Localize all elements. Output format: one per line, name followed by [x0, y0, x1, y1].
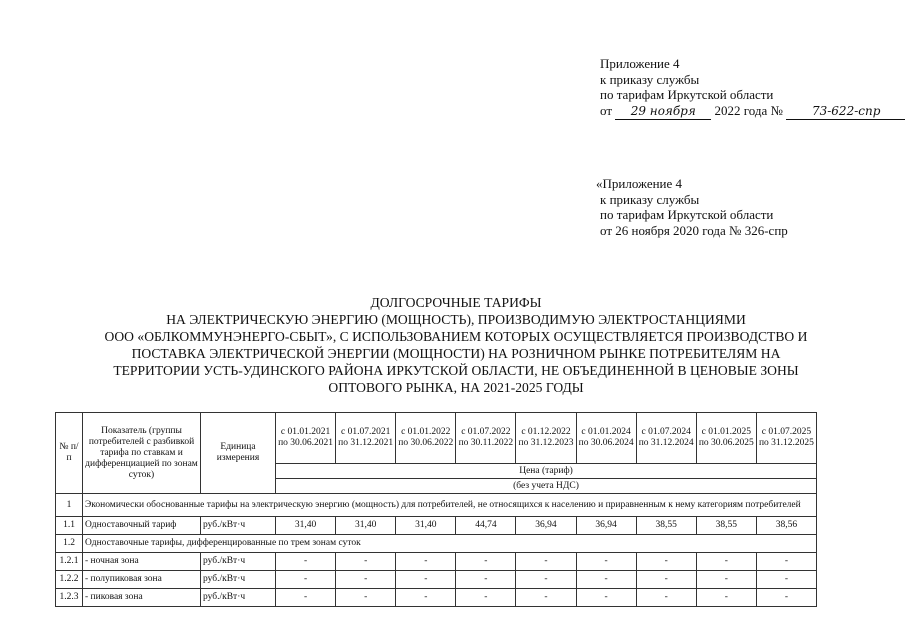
value-cell: -: [276, 589, 336, 607]
title-line: ОПТОВОГО РЫНКА, НА 2021-2025 ГОДЫ: [328, 380, 584, 395]
value-cell: -: [396, 571, 456, 589]
value-cell: 31,40: [396, 517, 456, 535]
header-vat: (без учета НДС): [276, 479, 817, 494]
table-row-section-1: [56, 494, 817, 517]
value-cell: -: [396, 589, 456, 607]
appendix-agency-line: по тарифам Иркутской области: [600, 87, 774, 102]
old-appendix-date-line: от 26 ноября 2020 года № 326-спр: [600, 222, 788, 238]
handwritten-date: 29 ноября: [615, 104, 711, 121]
header-period: с 01.07.2021 по 31.12.2021: [336, 413, 396, 464]
old-appendix-order-line: к приказу службы: [600, 191, 700, 207]
value-cell: -: [336, 589, 396, 607]
row-num: 1.1: [56, 517, 83, 535]
row-name: - полупиковая зона: [83, 571, 201, 589]
row-name: - пиковая зона: [83, 589, 201, 607]
row-num: 1.2.1: [56, 553, 83, 571]
value-cell: 36,94: [516, 517, 576, 535]
date-prefix: от: [600, 102, 613, 118]
value-cell: 31,40: [336, 517, 396, 535]
value-cell: -: [396, 553, 456, 571]
value-cell: -: [576, 553, 636, 571]
value-cell: -: [456, 571, 516, 589]
value-cell: -: [516, 553, 576, 571]
header-period: с 01.01.2024 по 30.06.2024: [576, 413, 636, 464]
title-line: ДОЛГОСРОЧНЫЕ ТАРИФЫ: [370, 295, 542, 310]
value-cell: -: [456, 589, 516, 607]
table-header-row: [56, 413, 817, 464]
row-unit: руб./кВт·ч: [201, 553, 276, 571]
header-price: Цена (тариф): [276, 464, 817, 479]
value-cell: 38,55: [636, 517, 696, 535]
appendix-date-line: [600, 103, 905, 121]
appendix-title: Приложение 4: [600, 56, 680, 71]
handwritten-order-number: 73-622-спр: [786, 104, 905, 121]
value-cell: 38,56: [756, 517, 816, 535]
value-cell: -: [696, 553, 756, 571]
table-row: [56, 553, 817, 571]
table-row: [56, 589, 817, 607]
header-unit: Единица измерения: [201, 413, 276, 494]
value-cell: -: [276, 571, 336, 589]
value-cell: -: [636, 589, 696, 607]
header-period: с 01.01.2022 по 30.06.2022: [396, 413, 456, 464]
appendix-header-old: [596, 176, 788, 238]
header-num: № п/п: [56, 413, 83, 494]
value-cell: 38,55: [696, 517, 756, 535]
appendix-header-new: [600, 56, 905, 120]
value-cell: -: [756, 589, 816, 607]
value-cell: -: [516, 589, 576, 607]
header-period: с 01.07.2022 по 30.11.2022: [456, 413, 516, 464]
value-cell: 31,40: [276, 517, 336, 535]
value-cell: -: [696, 571, 756, 589]
value-cell: -: [576, 571, 636, 589]
row-name: - ночная зона: [83, 553, 201, 571]
header-period: с 01.01.2025 по 30.06.2025: [696, 413, 756, 464]
section-text: Одноставочные тарифы, дифференцированные по трем зонам суток: [83, 535, 817, 553]
row-num: 1.2: [56, 535, 83, 553]
value-cell: -: [336, 553, 396, 571]
value-cell: 36,94: [576, 517, 636, 535]
value-cell: 44,74: [456, 517, 516, 535]
old-appendix-title: «Приложение 4: [596, 176, 683, 191]
old-appendix-agency-line: по тарифам Иркутской области: [600, 207, 774, 222]
section-text: Экономически обоснованные тарифы на электрическую энергию (мощность) для потребителей, не относящихся к населению и приравненным к нему категориям потребителей: [83, 494, 817, 517]
value-cell: -: [756, 553, 816, 571]
value-cell: -: [756, 571, 816, 589]
row-name: Одноставочный тариф: [83, 517, 201, 535]
title-line: ПОСТАВКА ЭЛЕКТРИЧЕСКОЙ ЭНЕРГИИ (МОЩНОСТИ) НА РОЗНИЧНОМ РЫНКЕ ПОТРЕБИТЕЛЯМ НА: [131, 346, 781, 361]
row-num: 1.2.3: [56, 589, 83, 607]
title-line: ООО «ОБЛКОММУНЭНЕРГО-СБЫТ», С ИСПОЛЬЗОВАНИЕМ КОТОРЫХ ОСУЩЕСТВЛЯЕТСЯ ПРОИЗВОДСТВО И: [104, 329, 808, 344]
header-indicator: Показатель (группы потребителей с разбивкой тарифа по ставкам и дифференциацией по зонам суток): [83, 413, 201, 494]
value-cell: -: [636, 571, 696, 589]
value-cell: -: [696, 589, 756, 607]
date-year-label: 2022 года №: [714, 102, 783, 118]
value-cell: -: [636, 553, 696, 571]
row-unit: руб./кВт·ч: [201, 589, 276, 607]
table-row: [56, 517, 817, 535]
document-title: [40, 294, 872, 396]
row-unit: руб./кВт·ч: [201, 517, 276, 535]
value-cell: -: [336, 571, 396, 589]
row-num: 1: [56, 494, 83, 517]
row-num: 1.2.2: [56, 571, 83, 589]
table-row: [56, 571, 817, 589]
title-line: НА ЭЛЕКТРИЧЕСКУЮ ЭНЕРГИЮ (МОЩНОСТЬ), ПРОИЗВОДИМУЮ ЭЛЕКТРОСТАНЦИЯМИ: [166, 312, 746, 327]
value-cell: -: [276, 553, 336, 571]
value-cell: -: [516, 571, 576, 589]
header-period: с 01.12.2022 по 31.12.2023: [516, 413, 576, 464]
row-unit: руб./кВт·ч: [201, 571, 276, 589]
value-cell: -: [576, 589, 636, 607]
title-line: ТЕРРИТОРИИ УСТЬ-УДИНСКОГО РАЙОНА ИРКУТСКОЙ ОБЛАСТИ, НЕ ОБЪЕДИНЕННОЙ В ЦЕНОВЫЕ ЗОНЫ: [113, 363, 799, 378]
header-period: с 01.07.2025 по 31.12.2025: [756, 413, 816, 464]
header-period: с 01.07.2024 по 31.12.2024: [636, 413, 696, 464]
tariff-table: [55, 412, 817, 607]
table-row-section-1-2: [56, 535, 817, 553]
appendix-order-line: к приказу службы: [600, 71, 700, 87]
value-cell: -: [456, 553, 516, 571]
header-period: с 01.01.2021 по 30.06.2021: [276, 413, 336, 464]
